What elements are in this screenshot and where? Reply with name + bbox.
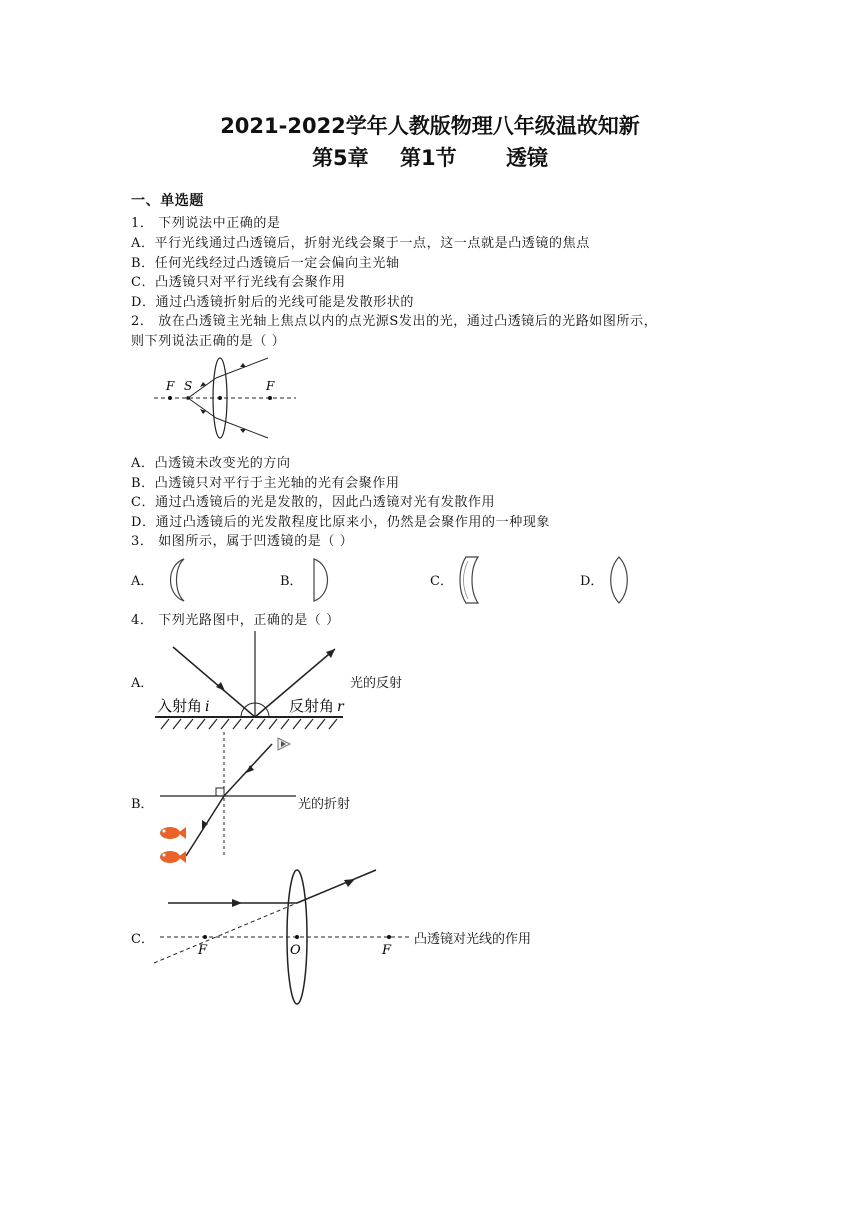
q4-convex-lens-diagram [150, 860, 420, 1005]
q3-stem: 3． 如图所示，属于凹透镜的是（ ） [131, 534, 354, 549]
page-title: 2021-2022学年人教版物理八年级温故知新 [220, 114, 640, 138]
q4-refraction-diagram [150, 730, 310, 870]
q4-option-a: A． [131, 676, 154, 691]
q3-lens-d [606, 555, 632, 605]
optical-center-label: O [290, 943, 301, 958]
q2-option-b: B．凸透镜只对平行于主光轴的光有会聚作用 [131, 476, 400, 491]
section-label: 第1节 [400, 146, 457, 170]
q4-stem: 4． 下列光路图中，正确的是（ ） [131, 613, 340, 628]
section-heading: 一、单选题 [131, 193, 204, 209]
q2-option-a: A．凸透镜未改变光的方向 [131, 456, 291, 471]
q3-option-d: D． [580, 574, 604, 589]
q3-option-b: B． [280, 574, 303, 589]
q1-stem: 1． 下列说法中正确的是 [131, 216, 281, 231]
q3-lens-c [456, 555, 486, 605]
focus-right-label: F [382, 943, 392, 958]
topic-label: 透镜 [505, 146, 548, 170]
q4-option-a-caption: 光的反射 [350, 676, 403, 691]
q2-stem-cont: 则下列说法正确的是（ ） [131, 334, 286, 349]
reflection-angle-label: 反射角 [289, 697, 335, 715]
q4-option-c: C． [131, 932, 154, 947]
q2-option-c: C．通过凸透镜后的光是发散的，因此凸透镜对光有发散作用 [131, 495, 496, 510]
q2-stem: 2． 放在凸透镜主光轴上焦点以内的点光源S发出的光，通过凸透镜后的光路如图所示， [131, 314, 658, 329]
fish-icon [160, 827, 186, 839]
q2-option-d: D．通过凸透镜后的光发散程度比原来小，仍然是会聚作用的一种现象 [131, 515, 551, 530]
q2-lens-diagram [150, 352, 300, 444]
q1-option-a: A．平行光线通过凸透镜后，折射光线会聚于一点，这一点就是凸透镜的焦点 [131, 236, 590, 251]
q4-option-b-caption: 光的折射 [298, 797, 351, 812]
chapter-label: 第5章 [312, 146, 369, 170]
q2-source-label: S [184, 379, 193, 393]
incident-angle-symbol: i [205, 699, 210, 715]
reflection-angle-symbol: r [337, 699, 344, 715]
incident-angle-label: 入射角 [157, 697, 203, 715]
q2-focus-right-label: F [266, 379, 275, 393]
page-subtitle [0, 142, 860, 172]
q1-option-b: B．任何光线经过凸透镜后一定会偏向主光轴 [131, 256, 400, 271]
q4-option-b: B． [131, 797, 154, 812]
q1-option-c: C．凸透镜只对平行光线有会聚作用 [131, 275, 346, 290]
q4-option-c-caption: 凸透镜对光线的作用 [414, 932, 532, 947]
q4-reflection-diagram [155, 625, 355, 735]
q1-option-d: D．通过凸透镜折射后的光线可能是发散形状的 [131, 295, 415, 310]
q2-focus-left-label: F [166, 379, 175, 393]
q3-lens-a [160, 557, 190, 603]
focus-left-label: F [198, 943, 208, 958]
q3-option-c: C． [430, 574, 453, 589]
q3-lens-b [308, 557, 334, 603]
q3-option-a: A． [131, 574, 154, 589]
